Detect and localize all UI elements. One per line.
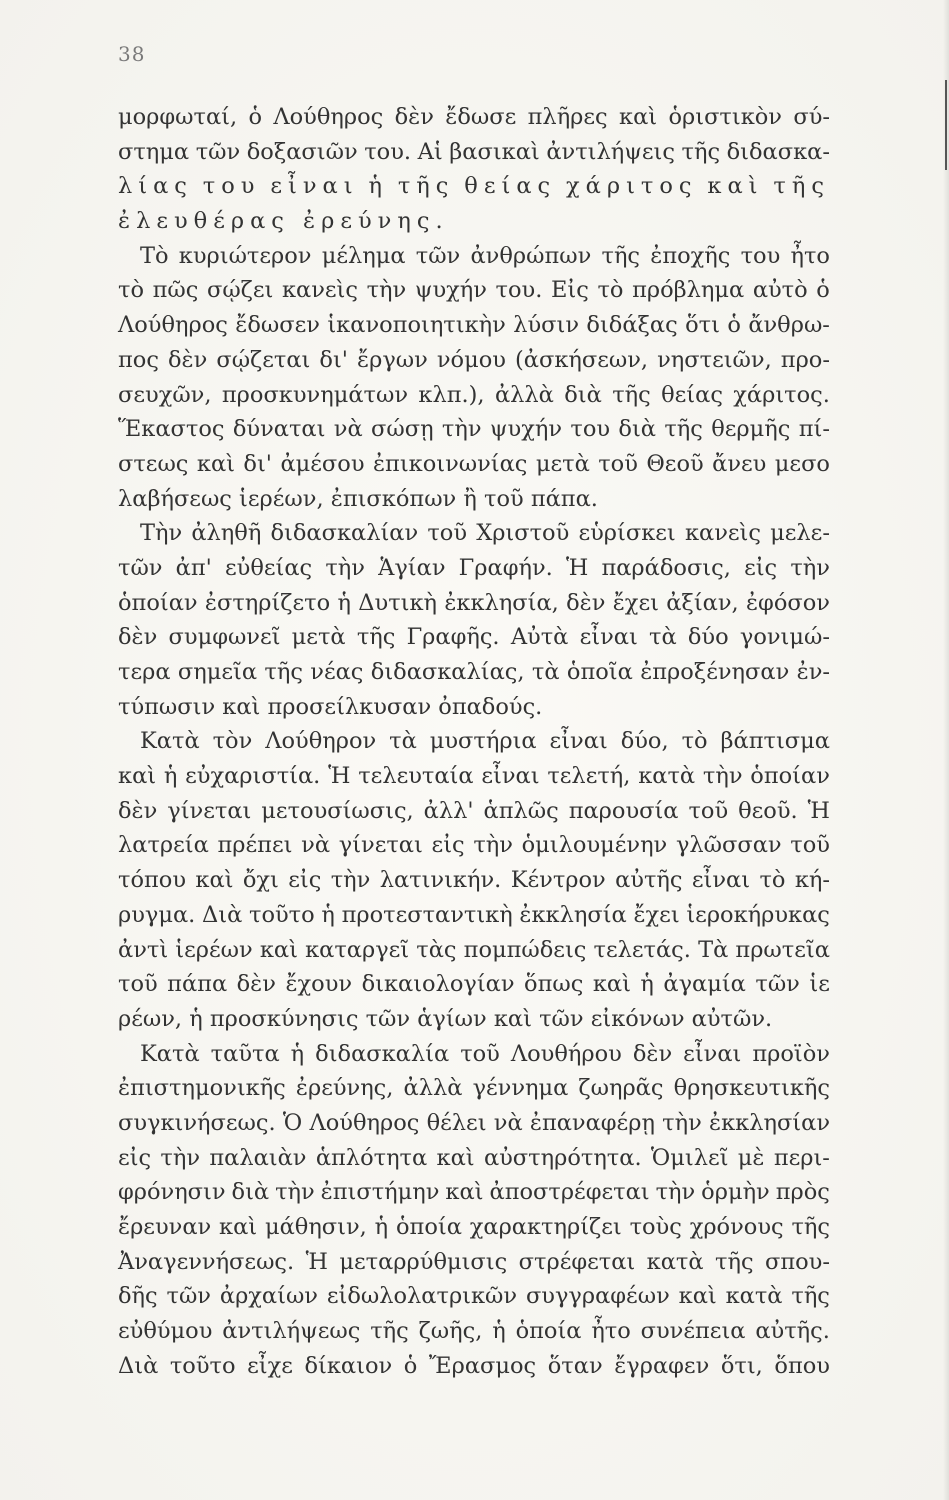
page-edge-mark (945, 80, 947, 170)
text-line: ρυγμα. Διὰ τοῦτο ἡ προτεσταντικὴ ἐκκλησία ἔχει ἱεροκήρυκας (118, 901, 830, 928)
text-line: συγκινήσεως. Ὁ Λούθηρος θέλει νὰ ἐπαναφέρῃ τὴν ἐκκλησίαν (118, 1109, 830, 1136)
text-line: ἔρευναν καὶ μάθησιν, ἡ ὁποία χαρακτηρίζει τοὺς χρόνους τῆς (118, 1214, 830, 1240)
text-line: μορφωταί, ὁ Λούθηρος δὲν ἔδωσε πλῆρες καὶ ὁριστικὸν σύ- (118, 104, 830, 130)
text-line: Τὸ κυριώτερον μέλημα τῶν ἀνθρώπων τῆς ἐποχῆς του ἦτο (140, 242, 830, 269)
text-line: στεως καὶ δι' ἀμέσου ἐπικοινωνίας μετὰ τοῦ Θεοῦ ἄνευ μεσο (118, 450, 830, 477)
text-line: δὲν συμφωνεῖ μετὰ τῆς Γραφῆς. Αὐτὰ εἶναι τὰ δύο γονιμώ- (118, 624, 830, 651)
page-edge-shadow (943, 0, 949, 1500)
text-line: εἰς τὴν παλαιὰν ἁπλότητα καὶ αὐστηρότητα. Ὁμιλεῖ μὲ περι- (118, 1144, 830, 1171)
text-line: φρόνησιν διὰ τὴν ἐπιστήμην καὶ ἀποστρέφεται τὴν ὁρμὴν πρὸς (118, 1179, 830, 1206)
text-line: εὐθύμου ἀντιλήψεως τῆς ζωῆς, ἡ ὁποία ἦτο συνέπεια αὐτῆς. (118, 1318, 830, 1345)
page-number: 38 (118, 42, 146, 66)
text-line: Ἕκαστος δύναται νὰ σώσῃ τὴν ψυχήν του διὰ τῆς θερμῆς πί- (118, 416, 830, 443)
text-line: ἐπιστημονικῆς ἐρεύνης, ἀλλὰ γέννημα ζωηρᾶς θρησκευτικῆς (118, 1075, 830, 1102)
text-line: Κατὰ ταῦτα ἡ διδασκαλία τοῦ Λουθήρου δὲν εἶναι προϊὸν (140, 1040, 830, 1067)
text-line: τὸ πῶς σῴζει κανεὶς τὴν ψυχήν του. Εἰς τὸ πρόβλημα αὐτὸ ὁ (118, 277, 830, 304)
text-line: δὲν γίνεται μετουσίωσις, ἀλλ' ἁπλῶς παρουσία τοῦ θεοῦ. Ἡ (118, 797, 830, 824)
text-line: ὁποίαν ἐστηρίζετο ἡ Δυτικὴ ἐκκλησία, δὲν ἔχει ἀξίαν, ἐφόσον (118, 589, 830, 616)
text-line: Τὴν ἀληθῆ διδασκαλίαν τοῦ Χριστοῦ εὑρίσκει κανεὶς μελε- (140, 520, 830, 547)
text-line: λαβήσεως ἱερέων, ἐπισκόπων ἢ τοῦ πάπα. (118, 485, 598, 512)
text-line: τόπου καὶ ὄχι εἰς τὴν λατινικήν. Κέντρον αὐτῆς εἶναι τὸ κή- (118, 867, 830, 894)
text-line: λατρεία πρέπει νὰ γίνεται εἰς τὴν ὁμιλουμένην γλῶσσαν τοῦ (118, 832, 830, 859)
text-line: δῆς τῶν ἀρχαίων εἰδωλολατρικῶν συγγραφέων καὶ κατὰ τῆς (118, 1283, 830, 1310)
text-line: Λούθηρος ἔδωσεν ἱκανοποιητικὴν λύσιν διδάξας ὅτι ὁ ἄνθρω- (118, 312, 830, 339)
text-line: Κατὰ τὸν Λούθηρον τὰ μυστήρια εἶναι δύο, τὸ βάπτισμα (140, 728, 830, 755)
text-line: σευχῶν, προσκυνημάτων κλπ.), ἀλλὰ διὰ τῆς θείας χάριτος. (118, 381, 830, 408)
text-line: τύπωσιν καὶ προσείλκυσαν ὀπαδούς. (118, 693, 543, 720)
body-text (118, 100, 830, 1383)
text-line: ἐλευθέρας ἐρεύνης. (118, 208, 449, 235)
text-line: ρέων, ἡ προσκύνησις τῶν ἁγίων καὶ τῶν εἰκόνων αὐτῶν. (118, 1005, 773, 1032)
text-line: ἀντὶ ἱερέων καὶ καταργεῖ τὰς πομπώδεις τελετάς. Τὰ πρωτεῖα (118, 936, 830, 963)
text-line: καὶ ἡ εὐχαριστία. Ἡ τελευταία εἶναι τελετή, κατὰ τὴν ὁποίαν (118, 763, 830, 790)
text-line: τοῦ πάπα δὲν ἔχουν δικαιολογίαν ὅπως καὶ ἡ ἀγαμία τῶν ἱε (118, 971, 830, 998)
text-line: Ἀναγεννήσεως. Ἡ μεταρρύθμισις στρέφεται κατὰ τῆς σπου- (118, 1248, 830, 1275)
text-line: στημα τῶν δοξασιῶν του. Αἱ βασικαὶ ἀντιλήψεις τῆς διδασκα- (118, 138, 830, 165)
text-line: τῶν ἀπ' εὐθείας τὴν Ἁγίαν Γραφήν. Ἡ παράδοσις, εἰς τὴν (118, 554, 830, 581)
text-line: λίας του εἶναι ἡ τῆς θείας χάριτος καὶ τῆς (118, 173, 830, 200)
text-line: τερα σημεῖα τῆς νέας διδασκαλίας, τὰ ὁποῖα ἐπροξένησαν ἐν- (118, 659, 830, 685)
text-line: Διὰ τοῦτο εἶχε δίκαιον ὁ Ἔρασμος ὅταν ἔγραφεν ὅτι, ὅπου (118, 1352, 830, 1379)
text-line: πος δὲν σῴζεται δι' ἔργων νόμου (ἀσκήσεων, νηστειῶν, προ- (118, 346, 830, 373)
